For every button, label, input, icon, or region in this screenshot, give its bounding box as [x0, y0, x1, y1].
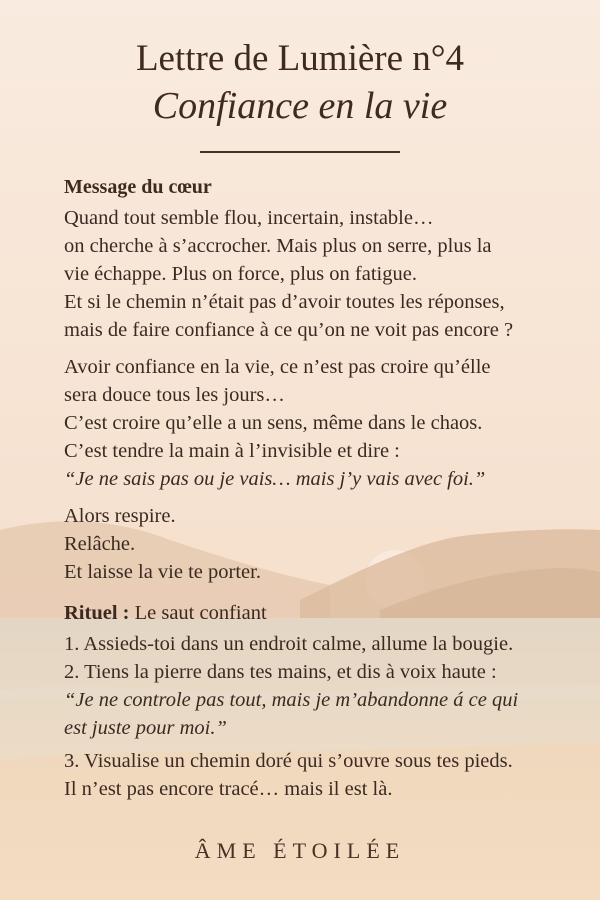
message-line: Avoir confiance en la vie, ce n’est pas croire qu’élle [64, 356, 491, 378]
message-line: vie échappe. Plus on force, plus on fatigue. [64, 263, 417, 285]
page-title: Lettre de Lumière n°4 [135, 38, 465, 79]
rituel-step: 2. Tiens la pierre dans tes mains, et dis à voix haute : [64, 661, 497, 683]
rituel-label: Rituel : [64, 602, 130, 624]
rituel-step: 3. Visualise un chemin doré qui s’ouvre sous tes pieds. [64, 750, 513, 772]
message-line: Et si le chemin n’était pas d’avoir toutes les réponses, [64, 291, 505, 313]
rituel-quote: “Je ne controle pas tout, mais je m’abandonne á ce qui [64, 689, 519, 711]
page-subtitle: Confiance en la vie [152, 85, 448, 127]
rituel-name: Le saut confiant [134, 602, 267, 624]
rituel-step: Il n’est pas encore tracé… mais il est là. [64, 778, 393, 800]
message-heading: Message du cœur [64, 176, 212, 198]
message-quote: “Je ne sais pas ou je vais… mais j’y vais avec foi.” [64, 468, 486, 490]
message-line: on cherche à s’accrocher. Mais plus on serre, plus la [64, 235, 492, 257]
rituel-step: 1. Assieds-toi dans un endroit calme, allume la bougie. [64, 633, 514, 655]
message-line: Quand tout semble flou, incertain, instable… [64, 207, 434, 229]
rituel-heading [64, 602, 564, 625]
brand-footer: ÂME ÉTOILÉE [194, 838, 406, 863]
message-line: C’est croire qu’elle a un sens, même dans le chaos. [64, 412, 483, 434]
rituel-quote: est juste pour moi.” [64, 717, 227, 739]
title-divider [200, 151, 400, 153]
message-line: Relâche. [64, 533, 136, 555]
message-line: sera douce tous les jours… [64, 384, 285, 406]
message-line: Et laisse la vie te porter. [64, 561, 261, 583]
message-line: Alors respire. [64, 505, 176, 527]
message-line: C’est tendre la main à l’invisible et dire : [64, 440, 400, 462]
message-line: mais de faire confiance à ce qu’on ne voit pas encore ? [64, 319, 514, 341]
